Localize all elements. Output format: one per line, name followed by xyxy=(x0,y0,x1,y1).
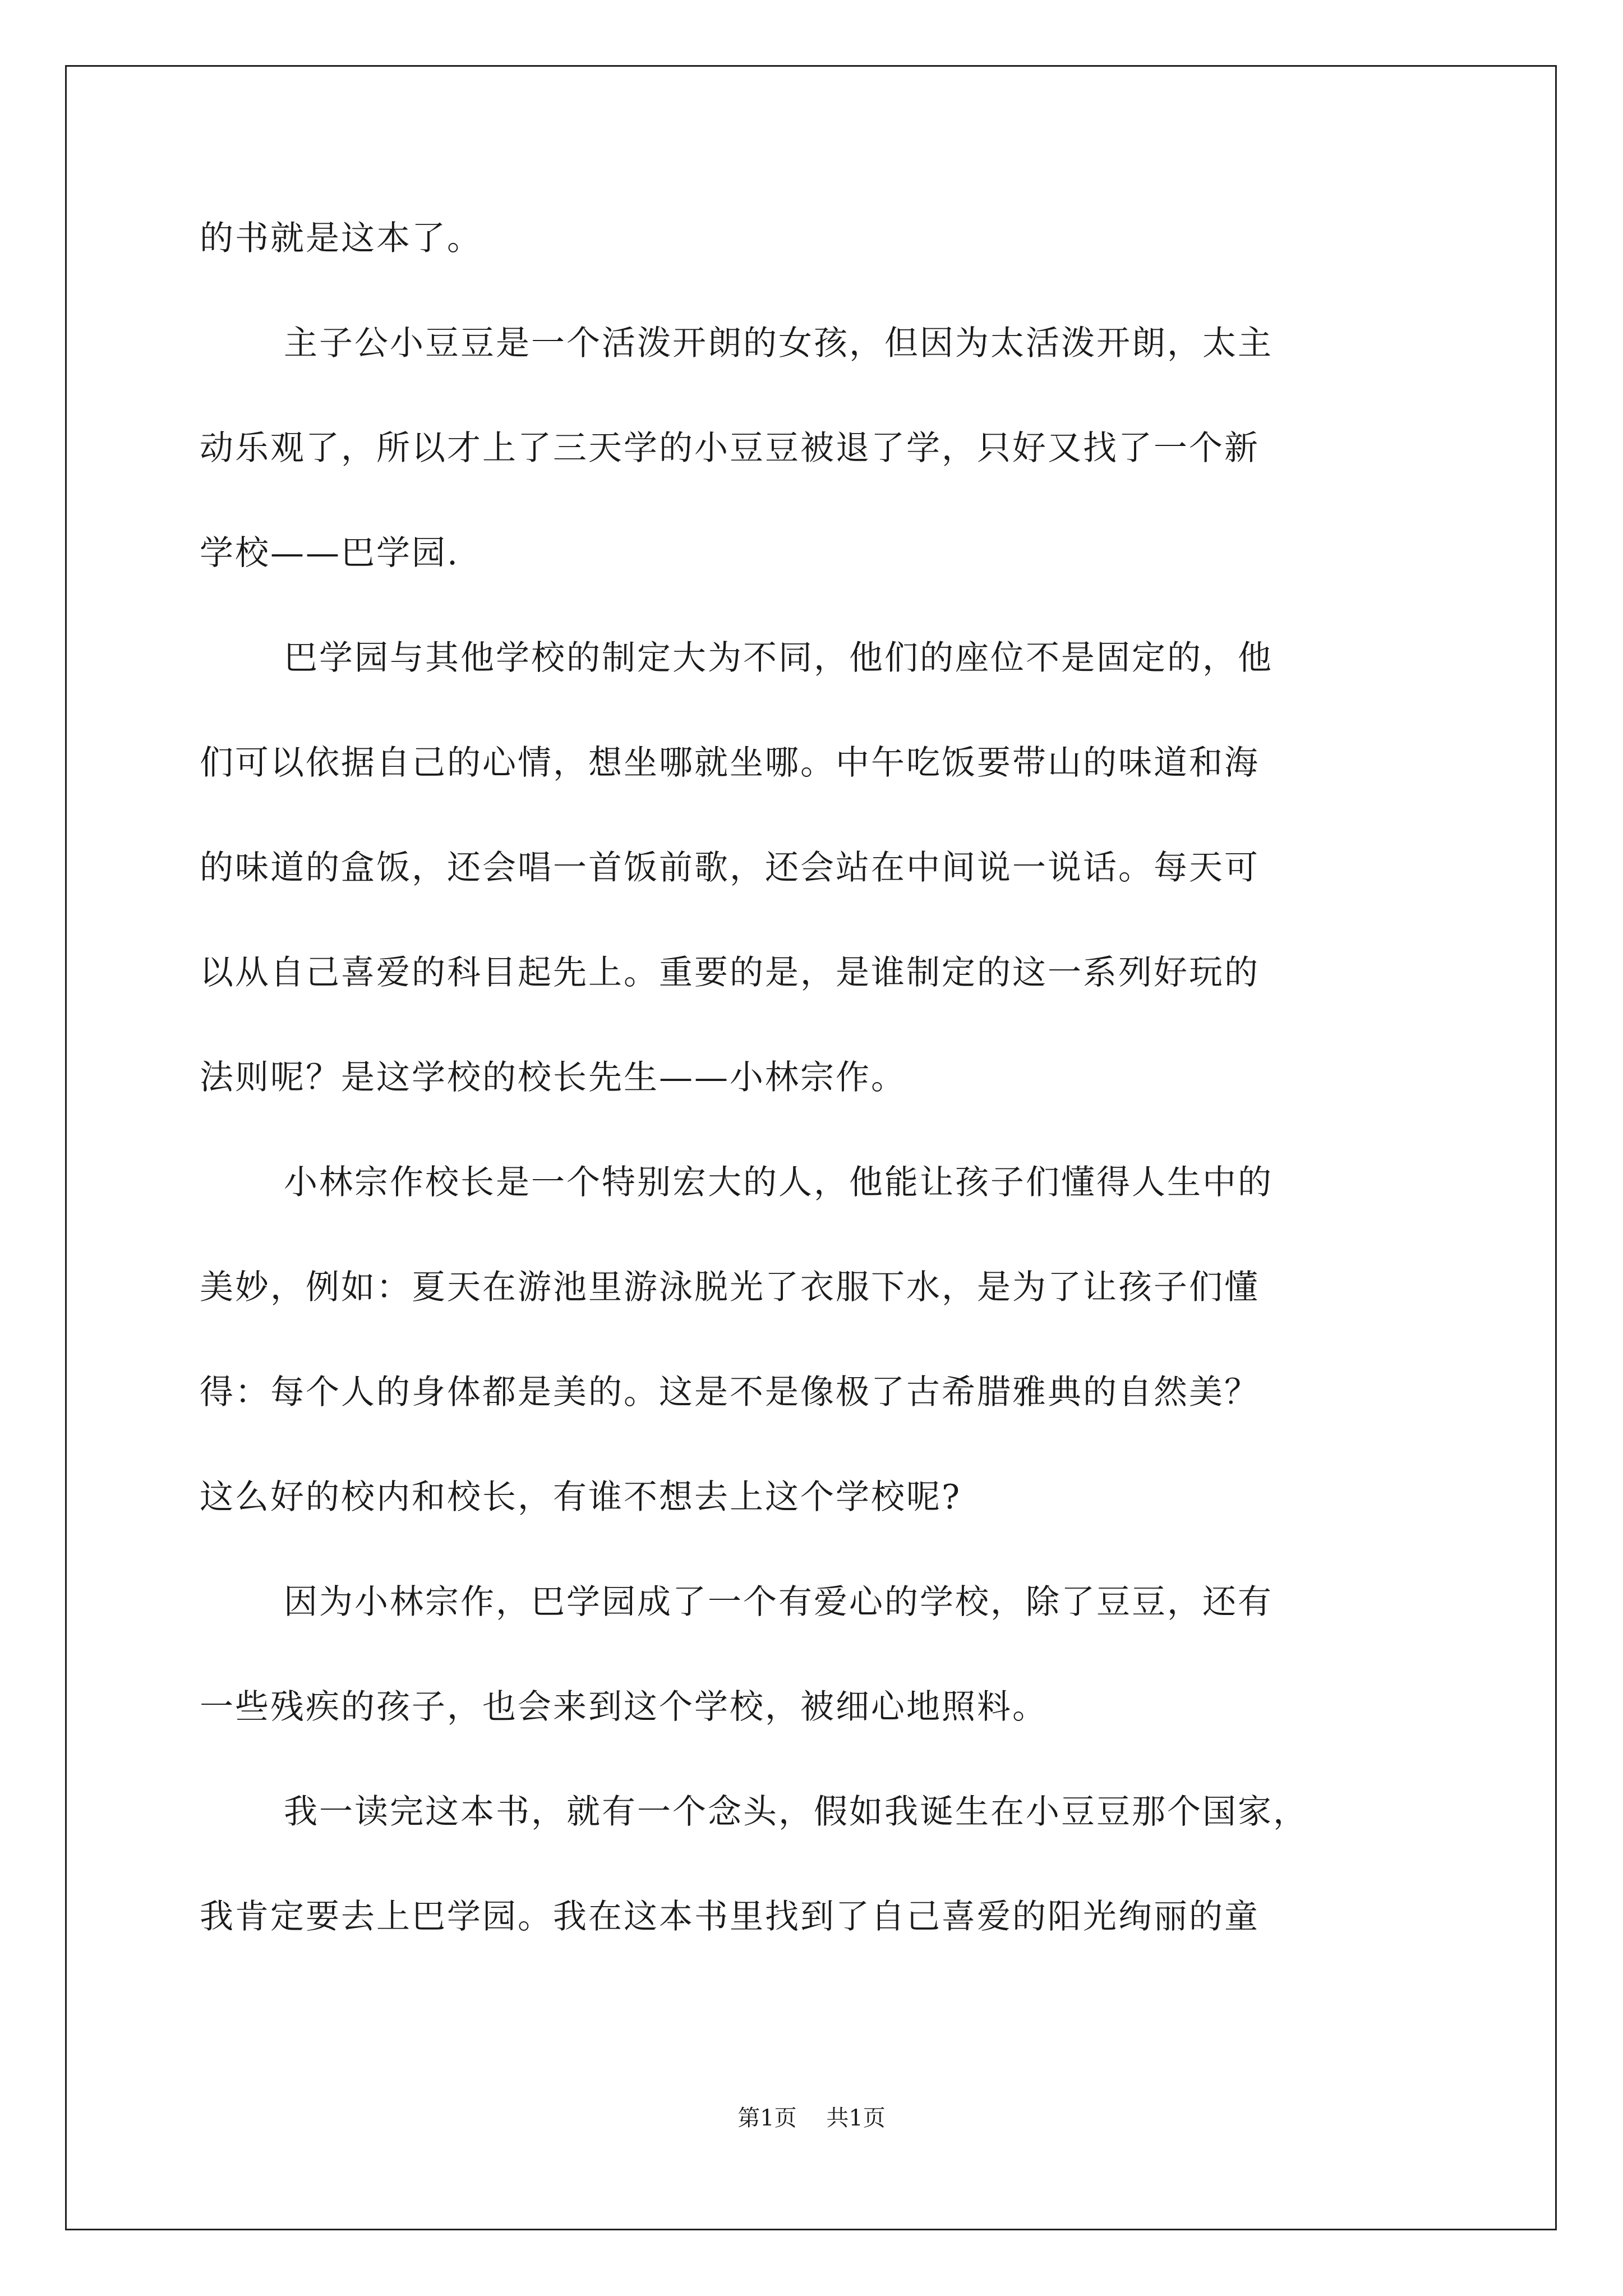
text-line: 动乐观了，所以才上了三天学的小豆豆被退了学，只好又找了一个新 xyxy=(200,429,1260,468)
page-number: 第1页 xyxy=(737,2105,797,2131)
paragraph-first-line: 我一读完这本书，就有一个念头，假如我诞生在小豆豆那个国家， xyxy=(284,1792,1308,1832)
page-total: 共1页 xyxy=(826,2105,886,2131)
text-line: 得：每个人的身体都是美的。这是不是像极了古希腊雅典的自然美？ xyxy=(200,1373,1260,1412)
text-line: 的书就是这本了。 xyxy=(200,219,482,258)
paragraph-first-line: 主子公小豆豆是一个活泼开朗的女孩，但因为太活泼开朗，太主 xyxy=(284,324,1273,363)
text-line: 我肯定要去上巴学园。我在这本书里找到了自己喜爱的阳光绚丽的童 xyxy=(200,1897,1260,1936)
text-line: 这么好的校内和校长，有谁不想去上这个学校呢? xyxy=(200,1478,962,1517)
text-line: 美妙，例如：夏天在游池里游泳脱光了衣服下水，是为了让孩子们懂 xyxy=(200,1268,1260,1307)
paragraph-first-line: 因为小林宗作，巴学园成了一个有爱心的学校，除了豆豆，还有 xyxy=(284,1582,1273,1622)
text-line: 们可以依据自己的心情，想坐哪就坐哪。中午吃饭要带山的味道和海 xyxy=(200,743,1260,783)
text-line: 法则呢？是这学校的校长先生——小林宗作。 xyxy=(200,1058,906,1097)
text-line: 的味道的盒饭，还会唱一首饭前歌，还会站在中间说一说话。每天可 xyxy=(200,848,1260,887)
page-footer xyxy=(0,2105,1623,2132)
paragraph-first-line: 巴学园与其他学校的制定大为不同，他们的座位不是固定的，他 xyxy=(284,638,1273,678)
text-line: 学校——巴学园. xyxy=(200,533,460,573)
text-line: 以从自己喜爱的科目起先上。重要的是，是谁制定的这一系列好玩的 xyxy=(200,953,1260,992)
text-line: 一些残疾的孩子，也会来到这个学校，被细心地照料。 xyxy=(200,1687,1048,1727)
paragraph-first-line: 小林宗作校长是一个特别宏大的人，他能让孩子们懂得人生中的 xyxy=(284,1163,1273,1202)
